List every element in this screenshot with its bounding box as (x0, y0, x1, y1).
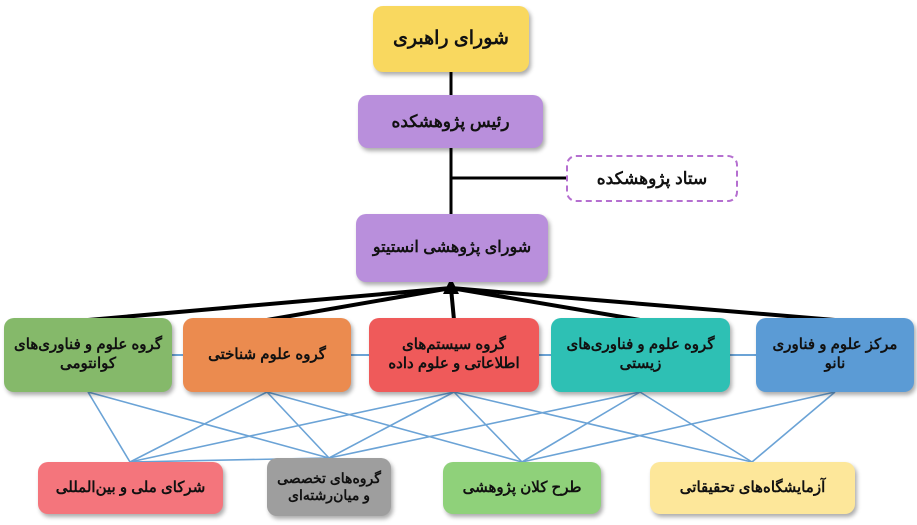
node-group-information-systems[interactable] (369, 318, 539, 392)
node-group-information-systems-label: گروه سیستم‌های اطلاعاتی و علوم داده (388, 336, 520, 372)
edge-cross-8 (454, 392, 522, 462)
edge-research-group-5 (451, 288, 835, 320)
node-institute-head-label: رئیس پژوهشکده (391, 111, 510, 131)
node-partners-label: شرکای ملی و بین‌المللی (55, 478, 206, 496)
edge-cross-12 (640, 392, 752, 462)
node-group-biosciences[interactable] (551, 318, 730, 392)
node-research-council[interactable] (356, 214, 548, 282)
node-group-cognitive-label: گروه علوم شناختی (208, 345, 326, 363)
edge-cross-9 (454, 392, 752, 462)
node-steering-council-label: شورای راهبری (393, 28, 509, 50)
node-group-cognitive[interactable] (183, 318, 351, 392)
node-research-laboratories-label: آزمایشگاه‌های تحقیقاتی (679, 478, 826, 496)
node-partners[interactable] (38, 462, 223, 514)
node-group-biosciences-label: گروه علوم و فناوری‌های زیستی (566, 336, 715, 372)
node-mega-research-project[interactable] (443, 462, 601, 514)
edge-research-group-2 (267, 288, 451, 320)
node-center-nanotechnology[interactable] (756, 318, 914, 392)
edge-cross-7 (329, 392, 454, 458)
node-group-quantum[interactable] (4, 318, 172, 392)
node-mega-research-project-label: طرح کلان پژوهشی (462, 478, 582, 496)
node-group-quantum-label: گروه علوم و فناوری‌های کوانتومی (14, 336, 162, 372)
node-research-laboratories[interactable] (650, 462, 855, 514)
edge-cross-13 (752, 392, 835, 462)
node-research-council-label: شورای پژوهشی انستیتو (372, 239, 532, 256)
edge-cross-11 (522, 392, 640, 462)
edge-cross-2 (88, 392, 329, 458)
node-steering-council[interactable] (373, 6, 529, 72)
node-interdisciplinary-groups-label: گروه‌های تخصصی و میان‌رشته‌ای (277, 469, 381, 503)
node-institute-staff-label: ستاد پژوهشکده (596, 168, 708, 188)
node-center-nanotechnology-label: مرکز علوم و فناوری نانو (772, 336, 898, 372)
node-institute-staff[interactable] (566, 155, 738, 202)
edge-cross-3 (130, 392, 267, 462)
edge-cross-14 (522, 392, 835, 462)
edge-research-group-1 (88, 288, 451, 320)
node-institute-head[interactable] (358, 95, 543, 148)
edge-research-group-4 (451, 288, 640, 320)
edge-cross-6 (130, 392, 454, 462)
node-interdisciplinary-groups[interactable] (267, 458, 391, 516)
